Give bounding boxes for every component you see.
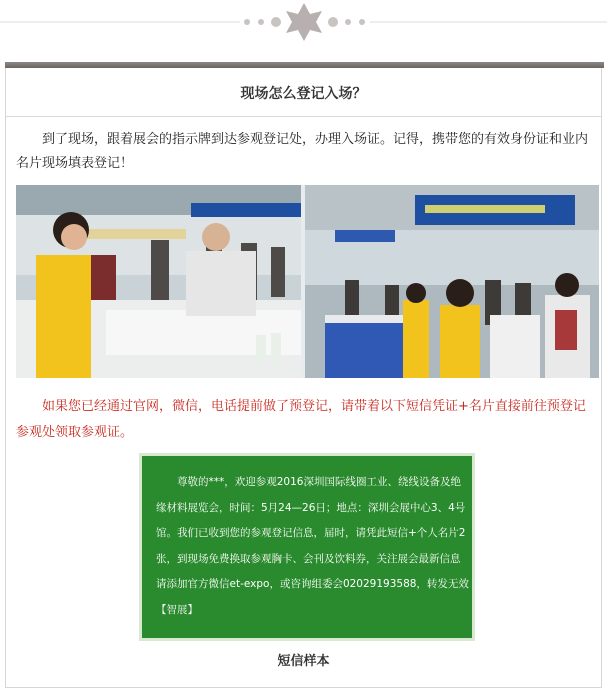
sms-line: 张，到现场免费换取参观胸卡、会刊及饮料券，关注展会最新信息: [156, 552, 461, 565]
sms-sample-box: [139, 453, 475, 641]
registration-desk-photo: [16, 185, 301, 378]
sms-line: 馆。我们已收到您的参观登记信息，届时，请凭此短信+个人名片2: [156, 527, 466, 539]
intro-paragraph: 到了现场，跟着展会的指示牌到达参观登记处，办理入场证。记得，携带您的有效身份证和业内名片现场填表登记！: [16, 132, 589, 171]
section-title: 现场怎么登记入场？: [240, 86, 367, 102]
sms-line: 请添加官方微信et-expo，或咨询组委会02029193588，转发无效: [156, 578, 469, 590]
star-ornament: [0, 0, 607, 60]
registration-photos: [16, 185, 599, 378]
sms-line: 【智展】: [156, 603, 198, 616]
sms-line: 尊敬的***，欢迎参观2016深圳国际线圈工业、绕线设备及绝: [177, 476, 461, 488]
sms-sample-caption: 短信样本: [277, 654, 330, 669]
content-card: [5, 62, 602, 688]
sms-line: 缘材料展览会，时间：5月24—26日；地点：深圳会展中心3、4号: [156, 501, 466, 514]
preregistration-paragraph: 如果您已经通过官网，微信，电话提前做了预登记，请带着以下短信凭证+名片直接前往预登记参观处领取参观证。: [16, 399, 586, 440]
card-top-bar: [5, 62, 604, 68]
registration-hall-photo: [305, 185, 599, 378]
divider: [6, 116, 601, 117]
